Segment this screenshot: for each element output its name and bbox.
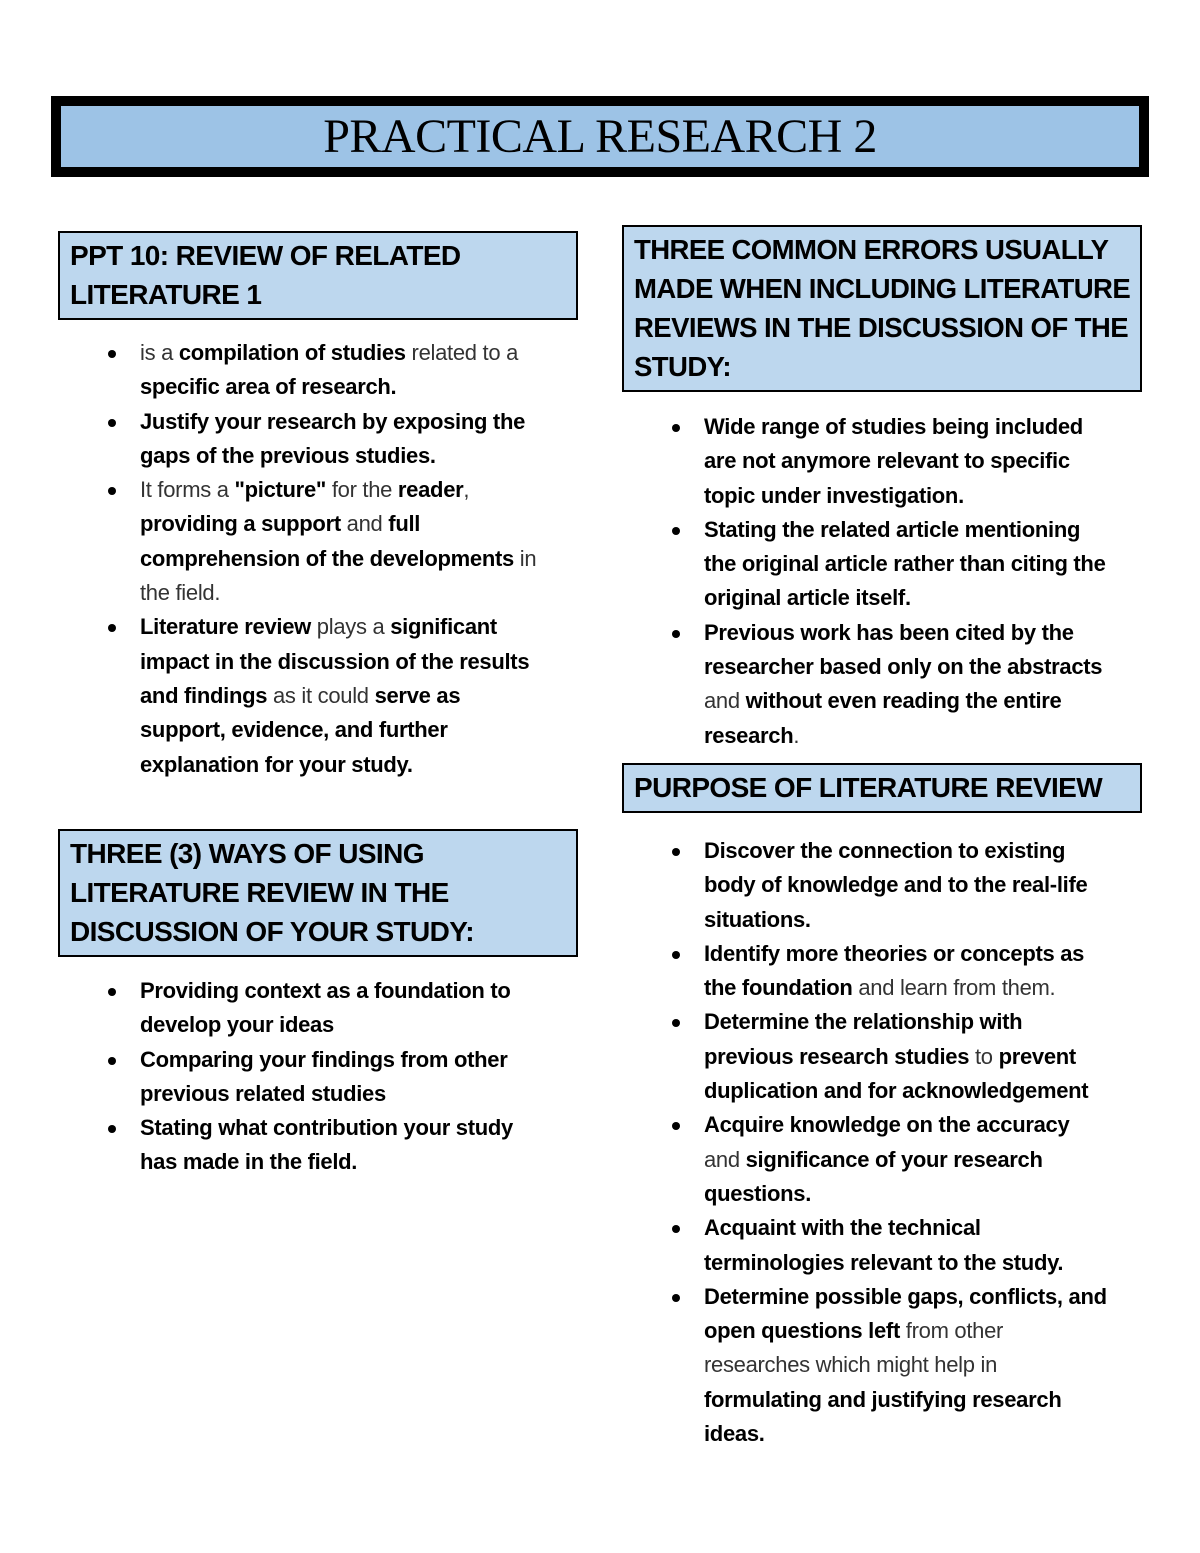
text-line [704,834,1142,868]
bold-text: the original article rather than citing the [704,551,1106,577]
list-item [58,336,578,405]
text-line [704,1383,1142,1417]
bullet-icon [672,630,680,638]
heading-line: LITERATURE REVIEW IN THE [70,877,449,908]
bold-text: previous related studies [140,1080,386,1106]
text-line [140,370,578,404]
bullet-icon [672,848,680,856]
bold-text: Stating what contribution your study [140,1115,513,1141]
bold-text: Comparing your findings from other [140,1046,508,1072]
list-item [58,974,578,1043]
heading-line: MADE WHEN INCLUDING LITERATURE [634,273,1131,304]
heading-line: STUDY: [634,351,731,382]
bold-text: researcher based only on the abstracts [704,654,1103,680]
regular-text: and [340,511,389,537]
text-line [140,439,578,473]
regular-text: It forms a [140,477,235,503]
text-line [704,1348,1142,1382]
section-heading [622,763,1142,813]
text-line [140,713,578,747]
list-item [622,410,1142,513]
bullet-list [58,336,578,782]
text-line [704,650,1142,684]
bold-text: prevent [998,1043,1076,1069]
list-item [622,616,1142,753]
bold-text: and findings [140,682,268,708]
text-line [704,868,1142,902]
bold-text: formulating and justifying research [704,1386,1062,1412]
heading-line: REVIEWS IN THE DISCUSSION OF THE [634,312,1129,343]
bold-text: Wide range of studies being included [704,414,1083,439]
bullet-icon [108,419,116,427]
bold-text: has made in the field. [140,1149,358,1175]
bold-text: reader [397,477,464,503]
regular-text: and learn from them. [852,975,1056,1001]
bold-text: Determine possible gaps, conflicts, and [704,1283,1107,1309]
bold-text: ideas. [704,1421,765,1447]
text-line [140,576,578,610]
bold-text: impact in the discussion of the results [140,648,530,674]
heading-line: DISCUSSION OF YOUR STUDY: [70,916,475,947]
text-line [140,610,578,644]
text-line [140,473,578,507]
section-common-errors [622,225,1142,753]
bullet-icon [672,1122,680,1130]
text-line [704,937,1142,971]
bold-text: body of knowledge and to the real-life [704,872,1088,898]
bullet-icon [672,951,680,959]
text-line [140,974,578,1008]
text-line [704,1074,1142,1108]
bold-text: questions. [704,1180,812,1206]
bold-text: Providing context as a foundation to [140,978,511,1003]
list-item [622,1280,1142,1451]
text-line [140,1008,578,1042]
bullet-icon [672,424,680,432]
bold-text: explanation for your study. [140,751,413,777]
bullet-list [622,410,1142,753]
section-review-of-related-literature [58,231,578,782]
text-line [140,507,578,541]
bold-text: are not anymore relevant to specific [704,448,1070,474]
heading-line: THREE (3) WAYS OF USING [70,838,424,869]
bullet-icon [108,1057,116,1065]
regular-text: researches which might help in [704,1352,998,1378]
regular-text: the field. [140,580,221,606]
list-item [622,937,1142,1006]
regular-text: , [463,477,470,503]
text-line [140,1111,578,1145]
section-purpose-of-literature-review [622,763,1142,1451]
page-title: PRACTICAL RESEARCH 2 [323,110,877,163]
text-line [704,719,1142,753]
text-line [140,542,578,576]
bullet-icon [108,350,116,358]
text-line [704,1040,1142,1074]
bold-text: Acquire knowledge on the accuracy [704,1112,1070,1138]
text-line [140,1145,578,1179]
list-item [622,1005,1142,1108]
text-line [704,971,1142,1005]
text-line [704,479,1142,513]
bold-text: Discover the connection to existing [704,838,1066,863]
bold-text: Previous work has been cited by the [704,619,1074,645]
title-banner [51,96,1149,177]
text-line [704,1280,1142,1314]
text-line [704,1177,1142,1211]
bullet-icon [108,624,116,632]
bold-text: significance of your research [745,1146,1043,1172]
bold-text: support, evidence, and further [140,717,448,743]
regular-text: to [969,1043,999,1069]
text-line [704,903,1142,937]
text-line [704,1246,1142,1280]
regular-text: as it could [267,682,375,708]
regular-text: and [704,1146,746,1172]
regular-text: from other [899,1318,1004,1344]
bold-text: compilation of studies [178,340,406,365]
list-item [622,1211,1142,1280]
bold-text: gaps of the previous studies. [140,442,436,468]
bold-text: Identify more theories or concepts as [704,940,1085,966]
bold-text: original article itself. [704,585,911,611]
bold-text: "picture" [234,477,327,503]
list-item [622,1108,1142,1211]
list-item [622,834,1142,937]
heading-line: LITERATURE 1 [70,279,262,310]
list-item [58,405,578,474]
title-banner-inner [61,106,1139,167]
bold-text: terminologies relevant to the study. [704,1249,1064,1275]
text-line [704,1417,1142,1451]
bullet-icon [108,988,116,996]
regular-text: plays a [310,614,391,640]
text-line [704,1108,1142,1142]
section-ways-of-using-literature-review [58,829,578,1180]
bold-text: serve as [374,682,461,708]
list-item [622,513,1142,616]
heading-line: PPT 10: REVIEW OF RELATED [70,240,461,271]
bold-text: the foundation [704,975,853,1001]
text-line [704,684,1142,718]
bold-text: Justify your research by exposing the [140,408,526,434]
list-item [58,473,578,610]
heading-line: PURPOSE OF LITERATURE REVIEW [634,772,1103,803]
bold-text: comprehension of the developments [140,545,514,571]
bold-text: Acquaint with the technical [704,1215,981,1241]
text-line [140,1077,578,1111]
text-line [704,1211,1142,1245]
bold-text: without even reading the entire [745,688,1062,714]
text-line [140,748,578,782]
bullet-icon [672,527,680,535]
bold-text: duplication and for acknowledgement [704,1078,1089,1104]
bold-text: Stating the related article mentioning [704,516,1081,542]
list-item [58,610,578,781]
bold-text: research [704,722,794,748]
text-line [140,1043,578,1077]
bold-text: significant [390,614,497,640]
regular-text: and [704,688,746,714]
bullet-icon [672,1225,680,1233]
section-heading [58,829,578,957]
text-line [704,513,1142,547]
text-line [140,336,578,370]
bold-text: previous research studies [704,1043,970,1069]
text-line [704,1143,1142,1177]
text-line [140,405,578,439]
bold-text: Determine the relationship with [704,1009,1023,1035]
text-line [704,444,1142,478]
text-line [704,1005,1142,1039]
bullet-list [58,974,578,1180]
text-line [704,616,1142,650]
bullet-icon [108,487,116,495]
regular-text: related to a [405,340,519,365]
regular-text: for the [326,477,398,503]
heading-line: THREE COMMON ERRORS USUALLY [634,234,1109,265]
section-heading [58,231,578,320]
section-heading [622,225,1142,392]
bold-text: open questions left [704,1318,900,1344]
regular-text: in [513,545,537,571]
bold-text: topic under investigation. [704,482,964,508]
bold-text: Literature review [140,614,311,640]
list-item [58,1043,578,1112]
bold-text: full [388,511,421,537]
text-line [704,581,1142,615]
regular-text: . [793,722,800,748]
text-line [140,679,578,713]
bullet-icon [108,1125,116,1133]
text-line [704,1314,1142,1348]
bullet-list [622,834,1142,1451]
list-item [58,1111,578,1180]
bold-text: specific area of research. [140,374,397,400]
text-line [704,547,1142,581]
regular-text: is a [140,340,179,365]
bold-text: develop your ideas [140,1012,334,1038]
text-line [140,645,578,679]
bold-text: providing a support [140,511,341,537]
bullet-icon [672,1019,680,1027]
bullet-icon [672,1294,680,1302]
text-line [704,410,1142,444]
bold-text: situations. [704,906,811,932]
